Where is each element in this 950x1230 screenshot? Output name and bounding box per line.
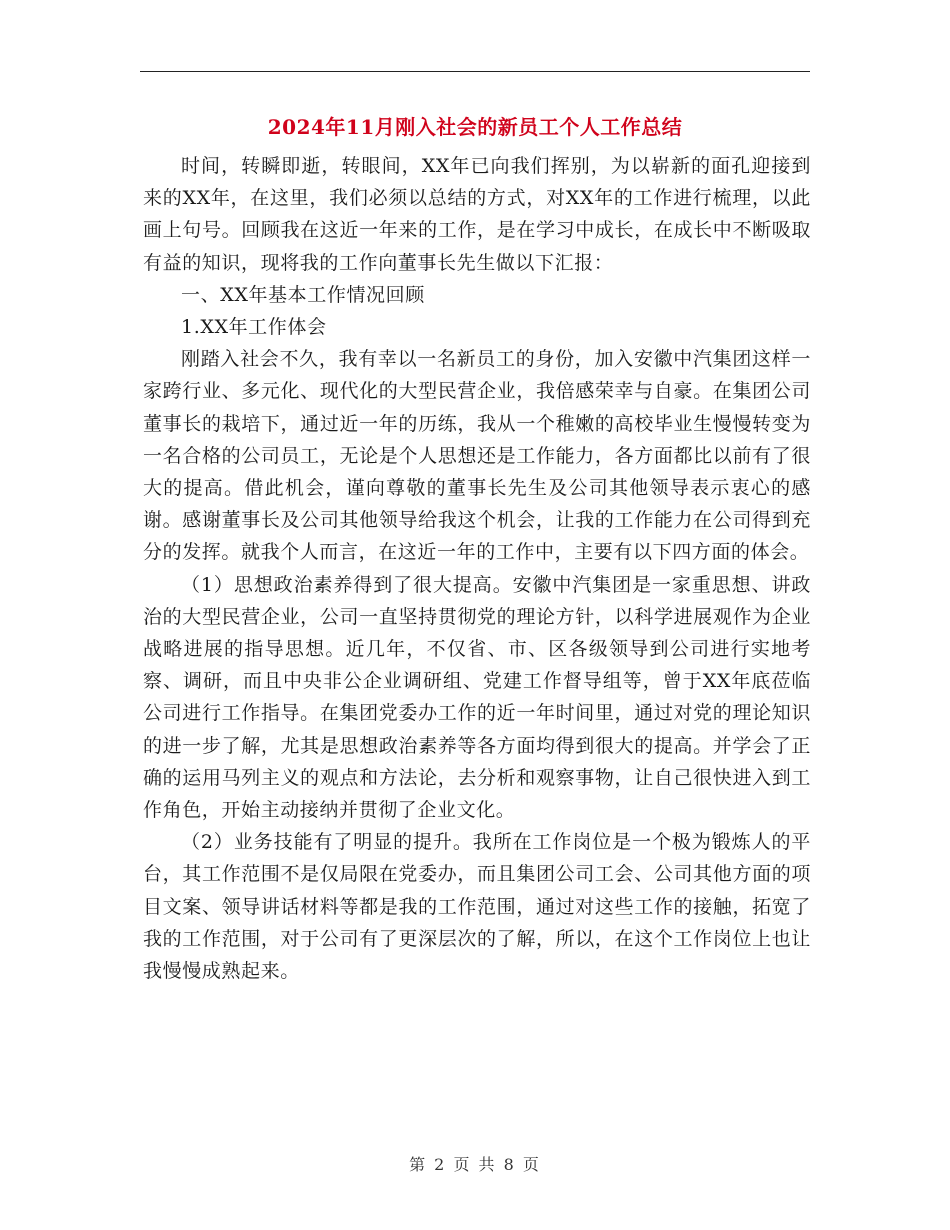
header-rule: [140, 71, 810, 72]
intro-paragraph: 时间，转瞬即逝，转眼间，XX年已向我们挥别，为以崭新的面孔迎接到来的XX年，在这里，我们必须以总结的方式，对XX年的工作进行梳理，以此画上句号。回顾我在这近一年来的工作，是在学习中成长，在成长中不断吸取有益的知识，现将我的工作向董事长先生做以下汇报：: [143, 155, 811, 274]
page-footer: 第 2 页 共 8 页: [409, 1155, 541, 1174]
document-body: [143, 150, 811, 987]
subsection-heading: 1.XX年工作体会: [181, 316, 327, 339]
section-heading: 一、XX年基本工作情况回顾: [181, 283, 425, 306]
body-paragraph: 刚踏入社会不久，我有幸以一名新员工的身份，加入安徽中汽集团这样一家跨行业、多元化、现代化的大型民营企业，我倍感荣幸与自豪。在集团公司董事长的栽培下，通过近一年的历练，我从一个稚嫩的高校毕业生慢慢转变为一名合格的公司员工，无论是个人思想还是工作能力，各方面都比以前有了很大的提高。借此机会，谨向尊敬的董事长先生及公司其他领导表示衷心的感谢。感谢董事长及公司其他领导给我这个机会，让我的工作能力在公司得到充分的发挥。就我个人而言，在这近一年的工作中，主要有以下四方面的体会。: [143, 348, 811, 564]
body-paragraph: （1）思想政治素养得到了很大提高。安徽中汽集团是一家重思想、讲政治的大型民营企业，公司一直坚持贯彻党的理论方针，以科学进展观作为企业战略进展的指导思想。近几年，不仅省、市、区各级领导到公司进行实地考察、调研，而且中央非公企业调研组、党建工作督导组等，曾于XX年底莅临公司进行工作指导。在集团党委办工作的近一年时间里，通过对党的理论知识的进一步了解，尤其是思想政治素养等各方面均得到很大的提高。并学会了正确的运用马列主义的观点和方法论，去分析和观察事物，让自己很快进入到工作角色，开始主动接纳并贯彻了企业文化。: [143, 573, 811, 822]
document-title: 2024年11月刚入社会的新员工个人工作总结: [267, 115, 683, 139]
body-paragraph: （2）业务技能有了明显的提升。我所在工作岗位是一个极为锻炼人的平台，其工作范围不是仅局限在党委办，而且集团公司工会、公司其他方面的项目文案、领导讲话材料等都是我的工作范围，通过对这些工作的接触，拓宽了我的工作范围，对于公司有了更深层次的了解，所以，在这个工作岗位上也让我慢慢成熟起来。: [143, 831, 811, 983]
